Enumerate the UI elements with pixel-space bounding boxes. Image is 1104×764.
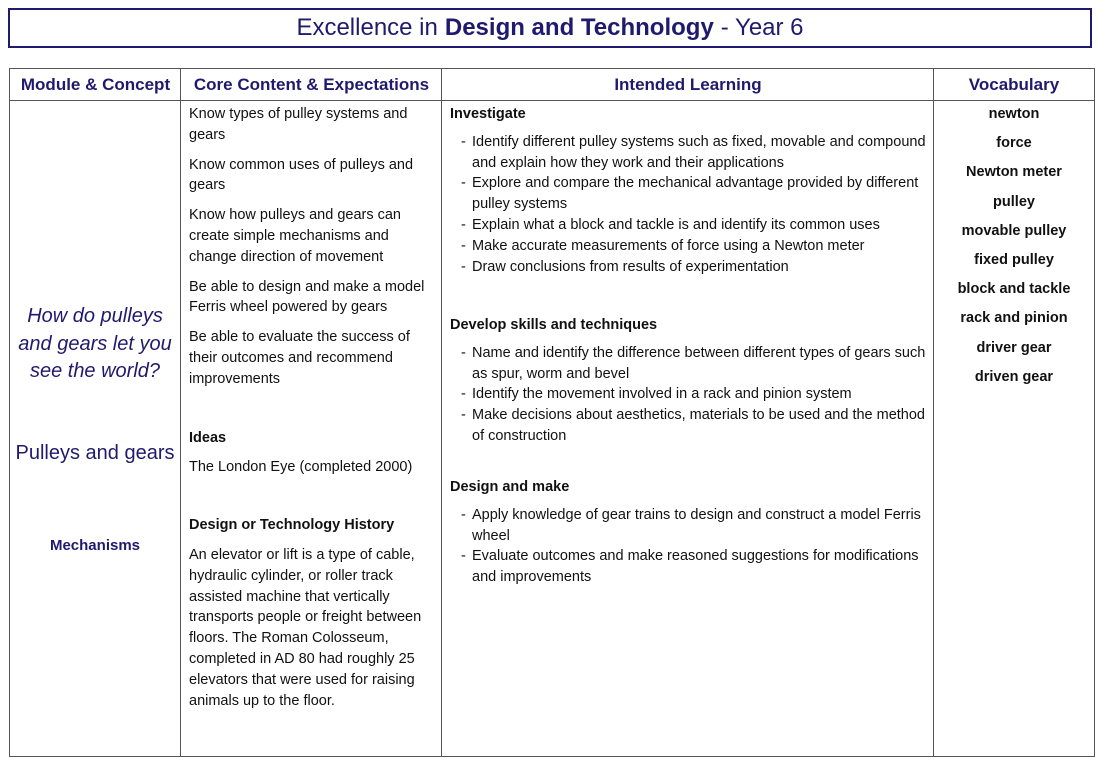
expectation-item: Know types of pulley systems and gears (189, 106, 408, 143)
learning-item: - Make decisions about aesthetics, materials to be used and the method of construction (450, 405, 927, 447)
title-prefix: Excellence in (296, 14, 438, 41)
vocabulary-word: rack and pinion (960, 310, 1068, 327)
intended-learning-column (442, 101, 933, 756)
module-topic: Pulleys and gears (15, 442, 175, 464)
ideas-heading: Ideas (189, 429, 227, 446)
learning-item: - Apply knowledge of gear trains to design and construct a model Ferris wheel (450, 505, 927, 547)
title-suffix: - Year 6 (720, 14, 804, 41)
learning-item: - Identify the movement involved in a rack and pinion system (450, 384, 927, 405)
learning-section-design-make (450, 477, 927, 588)
learning-item: - Identify different pulley systems such as fixed, movable and compound and explain how they work and their applications (450, 132, 927, 174)
history-heading: Design or Technology History (189, 517, 395, 534)
expectation-item: Know common uses of pulleys and gears (189, 156, 414, 194)
learning-item: - Draw conclusions from results of experimentation (450, 257, 927, 278)
vocabulary-word: driven gear (974, 368, 1054, 385)
curriculum-table (9, 68, 1095, 757)
vocabulary-word: driver gear (976, 339, 1052, 356)
learning-item: - Name and identify the difference between different types of gears such as spur, worm and bevel (450, 343, 927, 385)
header-module-concept: Module & Concept (10, 69, 181, 101)
title-subject: Design and Technology (444, 14, 714, 41)
vocabulary-word: Newton meter (966, 164, 1062, 181)
section-heading: Develop skills and techniques (450, 317, 658, 333)
expectation-item: Know how pulleys and gears can create simple mechanisms and change direction of movement (189, 207, 401, 265)
page-title (8, 8, 1092, 48)
core-content-column (181, 101, 442, 756)
learning-item: - Explore and compare the mechanical advantage provided by different pulley systems (450, 173, 927, 215)
section-heading: Investigate (450, 106, 526, 122)
vocabulary-word: block and tackle (957, 281, 1071, 298)
vocabulary-word: fixed pulley (974, 251, 1054, 268)
learning-item: - Evaluate outcomes and make reasoned suggestions for modifications and improvements (450, 546, 927, 588)
module-question: How do pulleys and gears let you see the world? (18, 305, 172, 382)
learning-item: - Explain what a block and tackle is and identify its common uses (450, 215, 927, 236)
module-strand: Mechanisms (49, 537, 141, 554)
vocabulary-word: force (996, 135, 1032, 152)
module-column (10, 101, 180, 756)
vocabulary-word: movable pulley (961, 222, 1067, 239)
vocabulary-column (934, 101, 1094, 756)
vocabulary-word: pulley (993, 193, 1035, 210)
header-core-content: Core Content & Expectations (181, 69, 442, 101)
header-vocabulary: Vocabulary (934, 69, 1094, 101)
learning-section-skills (450, 315, 927, 447)
header-intended-learning: Intended Learning (442, 69, 934, 101)
expectation-item: Be able to evaluate the success of their outcomes and recommend improvements (189, 329, 410, 387)
vocabulary-word: newton (988, 106, 1040, 122)
learning-section-investigate (450, 104, 927, 277)
section-heading: Design and make (450, 479, 570, 495)
expectation-item: Be able to design and make a model Ferris wheel powered by gears (189, 278, 425, 316)
learning-item: - Make accurate measurements of force using a Newton meter (450, 236, 927, 257)
ideas-text: The London Eye (completed 2000) (189, 459, 413, 476)
history-text: An elevator or lift is a type of cable, hydraulic cylinder, or roller track assisted machine that vertically transports people or freight between floors. The Roman Colosseum, completed in AD 80 had roughly 25 elevators that were used for raising animals up to the floor. (189, 546, 422, 709)
